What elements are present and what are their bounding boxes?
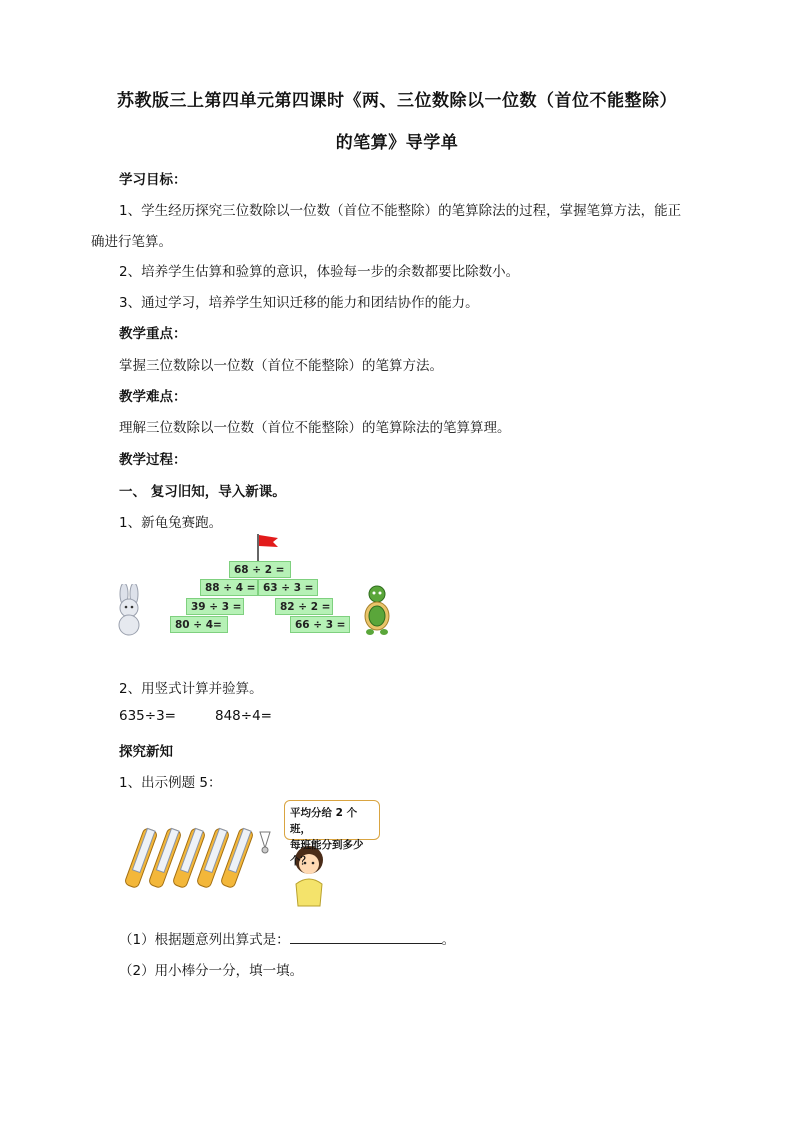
race-figure — [112, 528, 402, 638]
question-2: （2）用小棒分一分，填一填。 — [119, 963, 304, 979]
difficulty-text: 理解三位数除以一位数（首位不能整除）的笔算除法的笔算算理。 — [119, 420, 511, 436]
race-box: 63 ÷ 3 = — [258, 579, 318, 596]
race-box: 68 ÷ 2 = — [229, 561, 291, 578]
race-box: 82 ÷ 2 = — [275, 598, 333, 615]
objective-3: 3、通过学习，培养学生知识迁移的能力和团结协作的能力。 — [119, 295, 479, 311]
bubble-line1: 平均分给 2 个班， — [290, 807, 358, 835]
bubble-line2: 每班能分到多少个？ — [290, 839, 364, 867]
process-heading: 教学过程： — [119, 452, 187, 468]
example-label: 1、出示例题 5： — [119, 775, 222, 791]
turtle-icon — [360, 584, 394, 636]
key-point-heading: 教学重点： — [119, 326, 187, 342]
question-1 — [119, 928, 455, 948]
task2-label: 2、用竖式计算并验算。 — [119, 681, 263, 697]
race-box: 66 ÷ 3 = — [290, 616, 350, 633]
objective-1b: 确进行笔算。 — [91, 234, 172, 250]
key-point-text: 掌握三位数除以一位数（首位不能整除）的笔算方法。 — [119, 358, 443, 374]
flag-icon — [254, 532, 282, 562]
example5-figure — [124, 800, 384, 910]
shuttlecock-tubes-illustration — [124, 814, 274, 894]
objectives-heading: 学习目标： — [119, 172, 187, 188]
difficulty-heading: 教学难点： — [119, 389, 187, 405]
page-title-line1: 苏教版三上第四单元第四课时《两、三位数除以一位数（首位不能整除） — [117, 91, 677, 111]
section2-heading: 探究新知 — [119, 744, 173, 760]
race-box: 39 ÷ 3 = — [186, 598, 244, 615]
task1-label: 1、新龟兔赛跑。 — [119, 515, 223, 531]
speech-bubble — [284, 800, 380, 867]
question-1-prefix: （1）根据题意列出算式是： — [119, 932, 290, 948]
calc-problem-1: 635÷3= — [119, 708, 176, 724]
question-1-suffix: 。 — [441, 932, 456, 948]
race-box: 80 ÷ 4= — [170, 616, 228, 633]
race-box: 88 ÷ 4 = — [200, 579, 258, 596]
page-title-line2: 的笔算》导学单 — [335, 133, 459, 153]
rabbit-icon — [112, 584, 146, 636]
objective-2: 2、培养学生估算和验算的意识，体验每一步的余数都要比除数小。 — [119, 264, 520, 280]
answer-blank[interactable] — [290, 931, 442, 944]
calc-problem-2: 848÷4= — [215, 708, 272, 724]
section1-heading: 一、 复习旧知，导入新课。 — [119, 484, 286, 500]
objective-1a: 1、学生经历探究三位数除以一位数（首位不能整除）的笔算除法的过程，掌握笔算方法，能正 — [119, 203, 682, 219]
